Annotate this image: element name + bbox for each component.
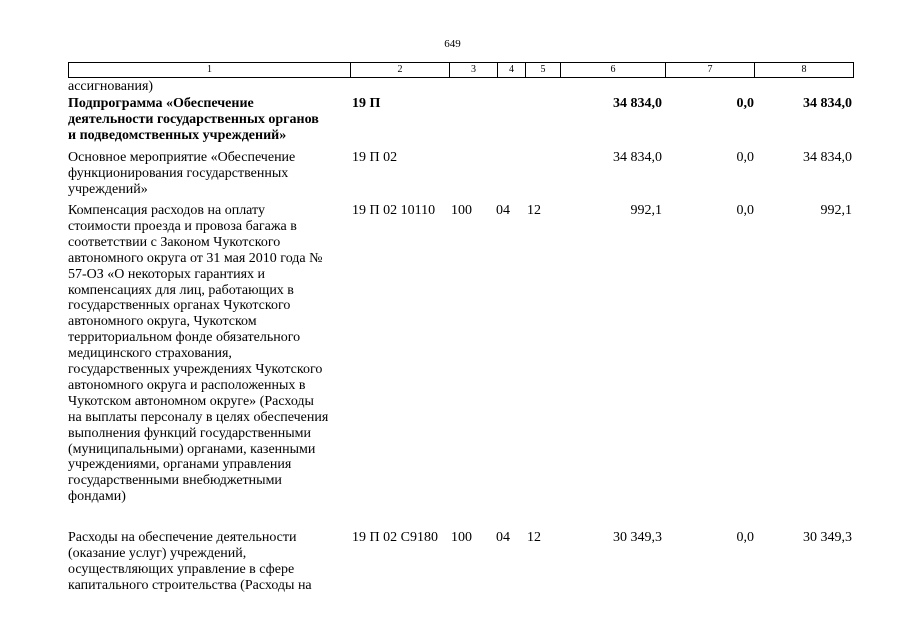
row-col-code: 19 П 02 С9180 <box>352 530 438 545</box>
row-name-line: государственными внебюджетными <box>68 473 282 489</box>
row-name-line: государственных учреждениях Чукотского <box>68 362 323 377</box>
row-name-line: автономного округа от 31 мая 2010 года № <box>68 250 323 266</box>
row-name-line: учреждениями, органами управления <box>68 457 292 473</box>
row-name-line: медицинского страхования, <box>68 346 232 362</box>
header-cell-7: 7 <box>665 62 754 78</box>
page-number: 649 <box>444 38 461 50</box>
row-col-c5: 12 <box>527 203 541 218</box>
row-col-c3: 100 <box>451 530 472 545</box>
row-name-line: 57-ОЗ «О некоторых гарантиях и <box>68 266 266 282</box>
row-name-line: деятельности государственных органов <box>68 111 319 127</box>
row-col-v7: 0,0 <box>736 530 754 545</box>
row-col-v8: 34 834,0 <box>803 96 852 111</box>
row-col-code: 19 П <box>352 96 381 111</box>
row-name-line: автономного округа и расположенных в <box>68 377 306 393</box>
row-name-line: и подведомственных учреждений» <box>68 127 287 143</box>
row-col-v6: 30 349,3 <box>613 530 662 545</box>
row-col-v8: 992,1 <box>820 203 852 218</box>
row-col-c4: 04 <box>496 530 510 545</box>
row-name-line: ассигнования) <box>68 79 154 94</box>
row-name-line: Чукотском автономном округе» (Расходы <box>68 393 314 409</box>
row-col-v7: 0,0 <box>736 150 754 165</box>
row-name-line: Расходы на обеспечение деятельности <box>68 530 297 545</box>
row-col-v6: 34 834,0 <box>613 96 662 111</box>
header-cell-5: 5 <box>525 62 560 78</box>
row-name-line: (муниципальными) органами, казенными <box>68 441 316 457</box>
header-cell-8: 8 <box>754 62 853 78</box>
row-name-line: функционирования государственных <box>68 165 289 181</box>
row-col-c5: 12 <box>527 530 541 545</box>
row-name-line: соответствии с Законом Чукотского <box>68 234 281 250</box>
row-col-c4: 04 <box>496 203 510 218</box>
row-name-line: компенсациях для лиц, работающих в <box>68 282 294 298</box>
row-name-line: Подпрограмма «Обеспечение <box>68 96 254 111</box>
row-name-line: капитального строительства (Расходы на <box>68 577 312 593</box>
row-col-v8: 30 349,3 <box>803 530 852 545</box>
row-col-v6: 992,1 <box>630 203 662 218</box>
header-cell-4: 4 <box>497 62 525 78</box>
row-col-c3: 100 <box>451 203 472 218</box>
row-col-code: 19 П 02 <box>352 150 398 165</box>
row-col-v6: 34 834,0 <box>613 150 662 165</box>
row-name-line: Компенсация расходов на оплату <box>68 203 265 218</box>
row-name-line: осуществляющих управление в сфере <box>68 561 295 577</box>
header-cell-6: 6 <box>560 62 665 78</box>
header-cell-2: 2 <box>350 62 449 78</box>
row-col-v7: 0,0 <box>736 96 754 111</box>
header-border-end <box>853 62 854 78</box>
row-name-line: Основное мероприятие «Обеспечение <box>68 150 296 165</box>
row-name-line: фондами) <box>68 489 126 505</box>
header-cell-3: 3 <box>449 62 497 78</box>
row-name-line: выполнения функций государственными <box>68 425 311 441</box>
row-col-v8: 34 834,0 <box>803 150 852 165</box>
row-name-line: территориальном фонде обязательного <box>68 330 301 346</box>
header-cell-1: 1 <box>68 62 350 78</box>
row-name-line: учреждений» <box>68 181 148 197</box>
row-col-v7: 0,0 <box>736 203 754 218</box>
row-name-line: (оказание услуг) учреждений, <box>68 545 247 561</box>
row-name-line: автономного округа, Чукотском <box>68 314 257 330</box>
row-col-code: 19 П 02 10110 <box>352 203 436 218</box>
row-name-line: государственных органах Чукотского <box>68 298 291 314</box>
row-name-line: на выплаты персоналу в целях обеспечения <box>68 409 329 425</box>
row-name-line: стоимости проезда и провоза багажа в <box>68 218 297 234</box>
